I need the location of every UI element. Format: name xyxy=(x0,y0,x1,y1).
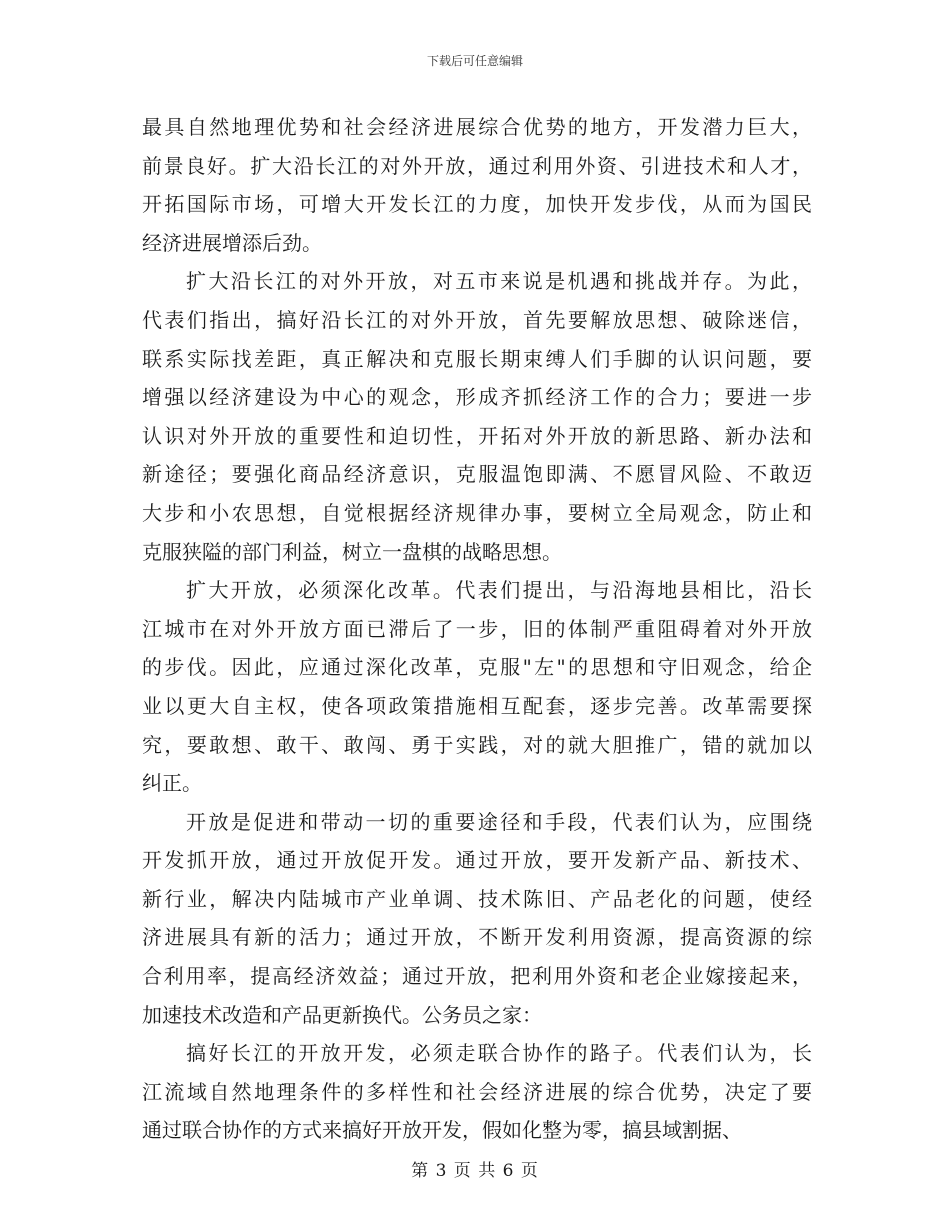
paragraph xyxy=(142,108,812,262)
text-line: 大步和小农思想，自觉根据经济规律办事，要树立全局观念，防止和 xyxy=(142,500,812,525)
text-line: 联系实际找差距，真正解决和克服长期束缚人们手脚的认识问题，要 xyxy=(142,346,812,371)
text-line: 开拓国际市场，可增大开发长江的力度，加快开发步伐，从而为国民 xyxy=(142,192,812,217)
paragraph xyxy=(142,1034,812,1150)
text-line: 新行业，解决内陆城市产业单调、技术陈旧、产品老化的问题，使经 xyxy=(142,886,812,911)
text-line: 通过联合协作的方式来搞好开放开发，假如化整为零，搞县域割据、 xyxy=(142,1118,742,1143)
document-body xyxy=(142,108,812,1150)
text-line: 江城市在对外开放方面已滞后了一步，旧的体制严重阻碍着对外开放 xyxy=(142,616,812,641)
page-header: 下载后可任意编辑 xyxy=(426,54,523,68)
paragraph xyxy=(142,571,812,803)
text-line: 经济进展增添后劲。 xyxy=(142,230,322,255)
text-line: 代表们指出，搞好沿长江的对外开放，首先要解放思想、破除迷信， xyxy=(142,307,812,332)
text-line: 扩大沿长江的对外开放，对五市来说是机遇和挑战并存。为此， xyxy=(186,269,812,294)
text-line: 加速技术改造和产品更新换代。公务员之家： xyxy=(142,1002,542,1027)
text-line: 扩大开放，必须深化改革。代表们提出，与沿海地县相比，沿长 xyxy=(186,578,812,603)
text-line: 最具自然地理优势和社会经济进展综合优势的地方，开发潜力巨大， xyxy=(142,115,812,139)
text-line: 增强以经济建设为中心的观念，形成齐抓经济工作的合力；要进一步 xyxy=(142,385,812,410)
text-line: 济进展具有新的活力；通过开放，不断开发利用资源，提高资源的综 xyxy=(142,925,812,950)
text-line: 究，要敢想、敢干、敢闯、勇于实践，对的就大胆推广，错的就加以 xyxy=(142,732,812,757)
text-line: 的步伐。因此，应通过深化改革，克服"左"的思想和守旧观念，给企 xyxy=(142,655,812,680)
text-line: 江流域自然地理条件的多样性和社会经济进展的综合优势，决定了要 xyxy=(142,1079,812,1104)
paragraph xyxy=(142,803,812,1035)
text-line: 业以更大自主权，使各项政策措施相互配套，逐步完善。改革需要探 xyxy=(142,693,812,718)
text-line: 纠正。 xyxy=(142,771,202,796)
page-footer: 第 3 页 共 6 页 xyxy=(411,1161,539,1181)
text-line: 前景良好。扩大沿长江的对外开放，通过利用外资、引进技术和人才， xyxy=(142,153,812,178)
text-line: 新途径；要强化商品经济意识，克服温饱即满、不愿冒风险、不敢迈 xyxy=(142,462,812,487)
text-line: 搞好长江的开放开发，必须走联合协作的路子。代表们认为，长 xyxy=(186,1041,812,1066)
text-line: 认识对外开放的重要性和迫切性，开拓对外开放的新思路、新办法和 xyxy=(142,423,812,448)
text-line: 克服狭隘的部门利益，树立一盘棋的战略思想。 xyxy=(142,539,562,564)
paragraph xyxy=(142,262,812,571)
text-line: 开放是促进和带动一切的重要途径和手段，代表们认为，应围绕 xyxy=(186,809,812,834)
text-line: 开发抓开放，通过开放促开发。通过开放，要开发新产品、新技术、 xyxy=(142,848,812,873)
text-line: 合利用率，提高经济效益；通过开放，把利用外资和老企业嫁接起来， xyxy=(142,964,812,989)
